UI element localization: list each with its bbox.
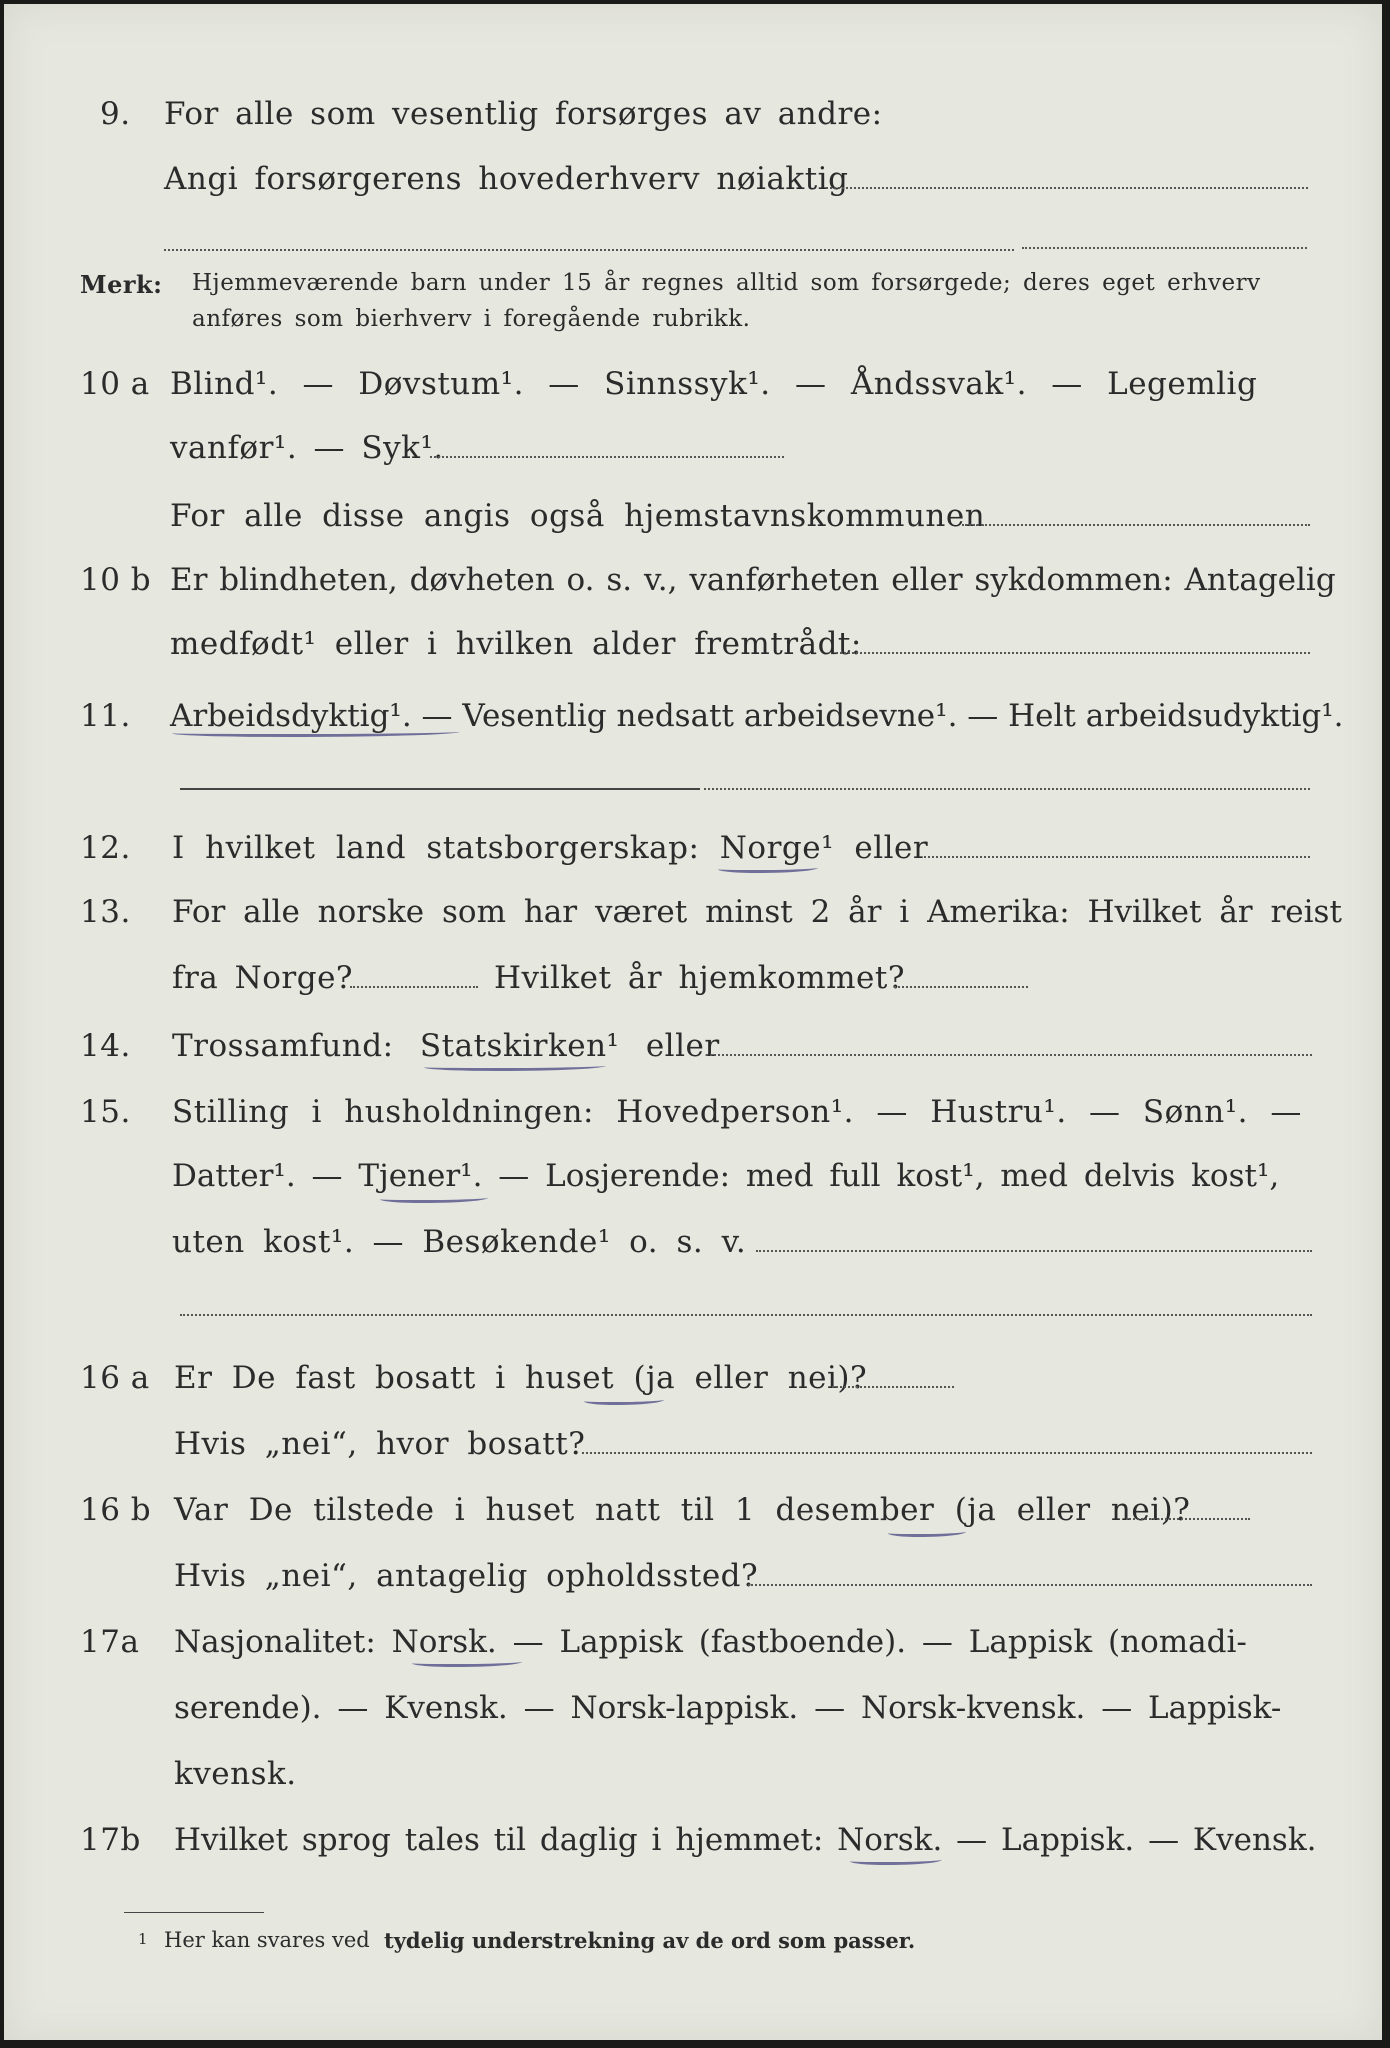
question-15-text-line1: Stilling i husholdningen: Hovedperson¹. — Hustru¹. — Sønn¹. —	[172, 1094, 1302, 1130]
answer-line-12[interactable]	[924, 856, 1310, 858]
answer-line-16b[interactable]	[1126, 1518, 1250, 1520]
handwritten-underline-norsk-17a	[412, 1658, 522, 1667]
question-16b-text-line2: Hvis „nei“, antagelig opholdssted?	[174, 1558, 759, 1594]
merk-label: Merk:	[80, 270, 163, 299]
handwritten-underline-statskirken	[424, 1062, 606, 1071]
question-17a-text-line2: serende). — Kvensk. — Norsk-lappisk. — Norsk-kvensk. — Lappisk-	[174, 1690, 1282, 1726]
question-11-number: 11.	[80, 698, 131, 734]
answer-line-13-hjemkommet[interactable]	[894, 986, 1028, 988]
question-17a-text-line1: Nasjonalitet: Norsk. — Lappisk (fastboende). — Lappisk (nomadi-	[174, 1624, 1247, 1660]
question-13-text-line2a: fra Norge?	[172, 960, 354, 996]
question-10a-text-line3: For alle disse angis også hjemstavnskommunen	[170, 498, 986, 534]
question-12-number: 12.	[80, 830, 131, 866]
question-15-number: 15.	[80, 1094, 131, 1130]
question-16b-text-line1: Var De tilstede i huset natt til 1 desember (ja eller nei)?	[174, 1492, 1191, 1528]
answer-line-9a[interactable]	[826, 187, 1308, 189]
answer-line-9b[interactable]	[164, 249, 1014, 251]
question-10a-text-line2: vanfør¹. — Syk¹.	[170, 430, 444, 466]
handwritten-underline-arbeidsdyktig	[172, 728, 460, 737]
answer-line-9c[interactable]	[1022, 247, 1307, 249]
question-16b-number: 16 b	[80, 1492, 152, 1528]
answer-line-10a-kommune[interactable]	[962, 524, 1310, 526]
question-13-text-line2b: Hvilket år hjemkommet?	[494, 960, 905, 996]
answer-line-16b-opholdssted[interactable]	[748, 1584, 1312, 1586]
footnote-mark: 1	[138, 1930, 148, 1948]
question-9-number: 9.	[100, 96, 131, 132]
question-16a-number: 16 a	[80, 1360, 150, 1396]
question-13-number: 13.	[80, 894, 131, 930]
question-10b-text-line1: Er blindheten, døvheten o. s. v., vanførheten eller sykdommen: Antagelig	[170, 562, 1336, 598]
question-17b-text-line1: Hvilket sprog tales til daglig i hjemmet: Norsk. — Lappisk. — Kvensk.	[174, 1822, 1317, 1858]
question-17a-text-line3: kvensk.	[174, 1756, 297, 1792]
question-11-text-line1: Arbeidsdyktig¹. — Vesentlig nedsatt arbeidsevne¹. — Helt arbeidsudyktig¹.	[170, 698, 1344, 734]
question-10a-number: 10 a	[80, 366, 150, 402]
merk-text-line2: anføres som bierhverv i foregående rubrikk.	[192, 306, 751, 332]
answer-line-15b[interactable]	[180, 1314, 1312, 1316]
question-17a-number: 17a	[80, 1624, 140, 1660]
question-13-text-line1: For alle norske som har været minst 2 år i Amerika: Hvilket år reist	[172, 894, 1342, 930]
question-14-text-line1: Trossamfund: Statskirken¹ eller	[172, 1028, 720, 1064]
footnote-separator	[124, 1912, 264, 1913]
answer-line-16a[interactable]	[832, 1386, 954, 1388]
question-15-text-line3: uten kost¹. — Besøkende¹ o. s. v.	[172, 1224, 747, 1260]
merk-text-line1: Hjemmeværende barn under 15 år regnes alltid som forsørgede; deres eget erhverv	[192, 270, 1261, 296]
question-14-number: 14.	[80, 1028, 131, 1064]
question-9-text-line1: For alle som vesentlig forsørges av andre:	[164, 96, 883, 132]
question-16a-text-line1: Er De fast bosatt i huset (ja eller nei)?	[174, 1360, 868, 1396]
answer-line-15a[interactable]	[756, 1250, 1312, 1252]
question-10b-text-line2: medfødt¹ eller i hvilken alder fremtrådt:	[170, 626, 862, 662]
question-10a-text-line1: Blind¹. — Døvstum¹. — Sinnssyk¹. — Åndssvak¹. — Legemlig	[170, 366, 1258, 402]
answer-line-13-reist[interactable]	[350, 986, 478, 988]
question-9-text-line2: Angi forsørgerens hovederhverv nøiaktig	[164, 161, 849, 197]
answer-line-10a[interactable]	[430, 456, 784, 458]
question-12-text-line1: I hvilket land statsborgerskap: Norge¹ eller	[172, 830, 929, 866]
question-16a-text-line2: Hvis „nei“, hvor bosatt?	[174, 1426, 586, 1462]
answer-line-16a-bosatt[interactable]	[582, 1452, 1312, 1454]
answer-line-11b[interactable]	[704, 788, 1310, 790]
census-form-page	[4, 4, 1382, 2040]
handwritten-underline-tjener	[380, 1194, 488, 1203]
question-17b-number: 17b	[80, 1822, 141, 1858]
answer-line-11a[interactable]	[180, 788, 700, 790]
handwritten-underline-norsk-17b	[850, 1856, 942, 1865]
footnote-text-bold: tydelig understrekning av de ord som passer.	[384, 1928, 916, 1953]
handwritten-underline-ja-16b	[888, 1528, 966, 1537]
answer-line-14[interactable]	[706, 1054, 1312, 1056]
footnote-text-plain: Her kan svares ved	[164, 1928, 370, 1952]
question-15-text-line2: Datter¹. — Tjener¹. — Losjerende: med full kost¹, med delvis kost¹,	[172, 1158, 1280, 1194]
answer-line-10b[interactable]	[836, 652, 1310, 654]
handwritten-underline-norge	[718, 864, 818, 873]
question-10b-number: 10 b	[80, 562, 152, 598]
handwritten-underline-ja-16a	[584, 1396, 664, 1405]
